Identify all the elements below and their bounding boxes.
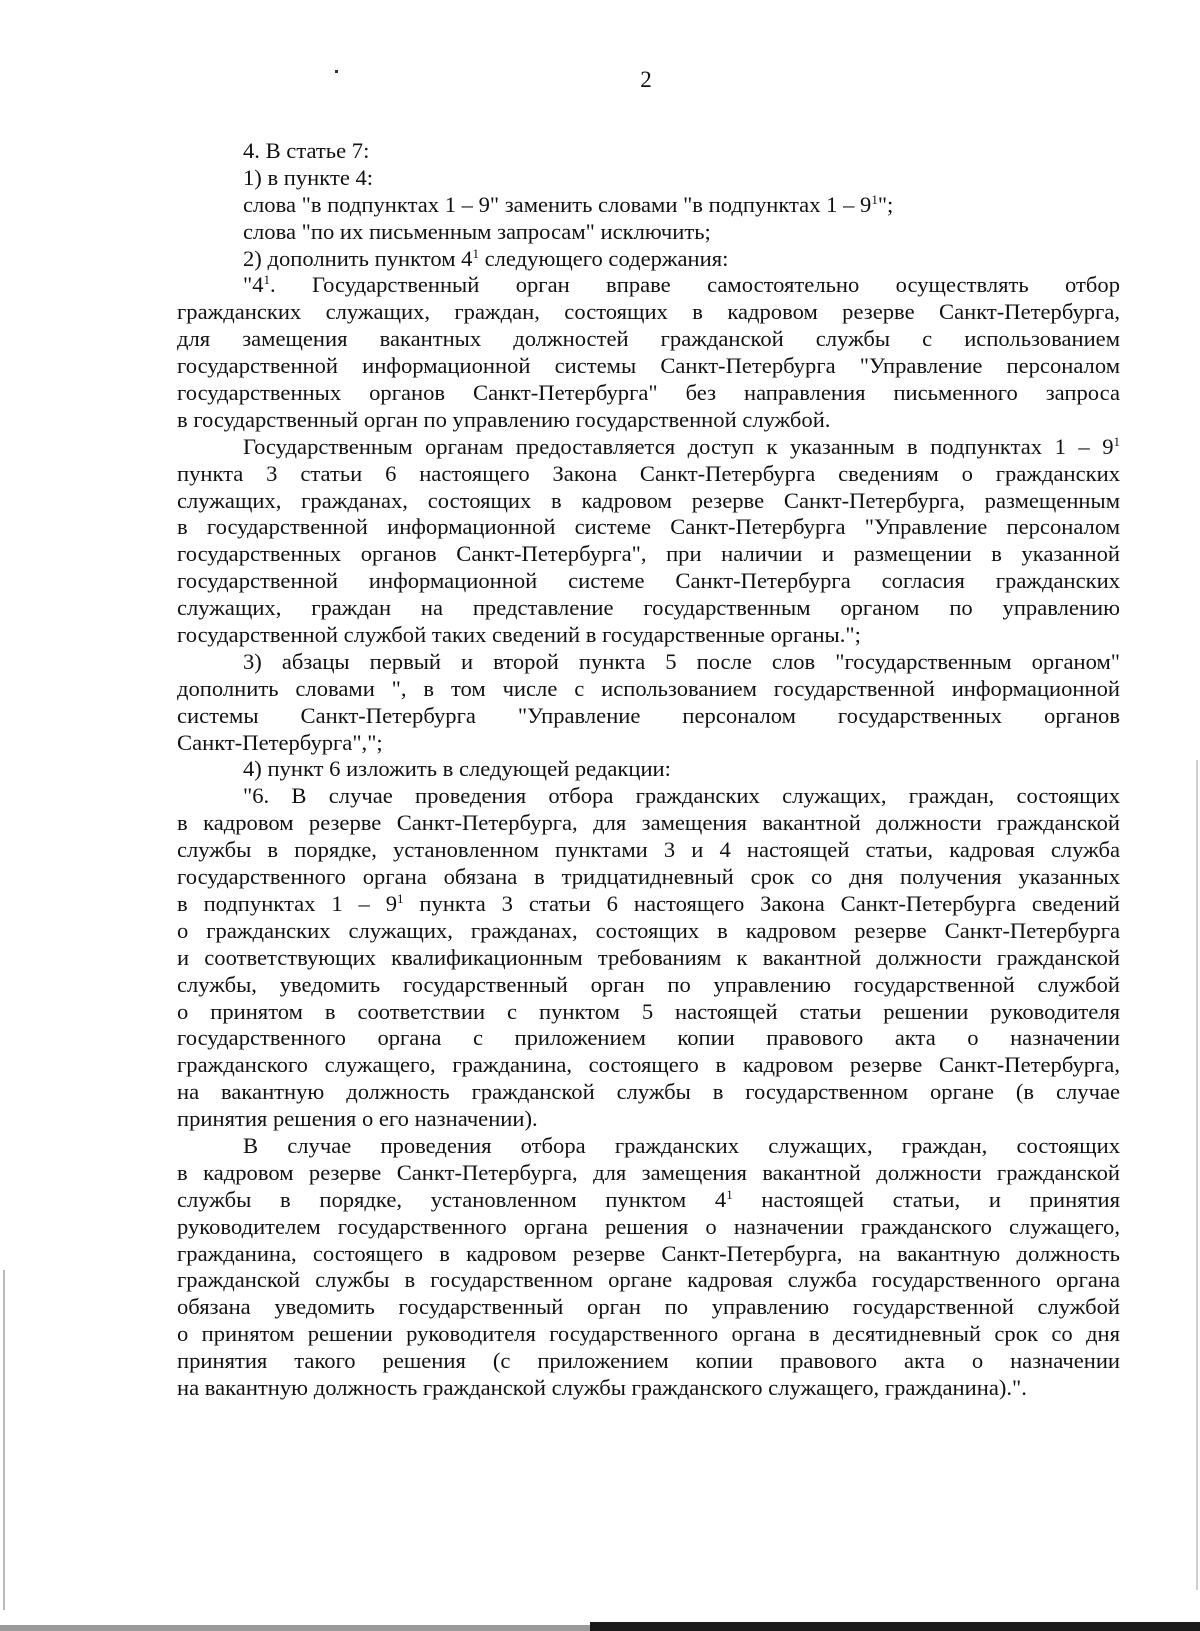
text-line: Санкт-Петербурга",";	[177, 729, 383, 755]
text-line: о гражданских служащих, гражданах, состоящих в кадровом резерве Санкт-Петербурга	[177, 917, 1120, 943]
text-line: и соответствующих квалификационным требованиям к вакантной должности гражданской	[177, 944, 1120, 970]
text-line: системы Санкт-Петербурга "Управление персоналом государственных органов	[177, 702, 1120, 728]
paragraph-p6	[177, 272, 1120, 433]
text-line: гражданской службы в государственном органе кадровая служба государственного органа	[177, 1267, 1120, 1293]
text-line: 2) дополнить пунктом $4^1$ следующего содержания:	[243, 245, 729, 271]
text-line: гражданских служащих, граждан, состоящих в кадровом резерве Санкт-Петербурга,	[177, 299, 1120, 325]
paragraph-p4	[177, 219, 1120, 246]
text-line: слова "по их письменным запросам" исключить;	[243, 218, 711, 244]
paragraph-p7	[177, 434, 1120, 649]
text-line: 1) в пункте 4:	[243, 164, 374, 190]
paragraph-p1	[177, 138, 1120, 165]
text-line: на вакантную должность гражданской службы гражданского служащего, гражданина).".	[177, 1374, 1027, 1400]
text-line: "$4^1$. Государственный орган вправе самостоятельно осуществлять отбор	[243, 272, 1120, 298]
text-line: руководителем государственного органа решения о назначении гражданского служащего,	[177, 1213, 1120, 1239]
text-line: для замещения вакантных должностей гражданской службы с использованием	[177, 326, 1120, 352]
text-line: в государственный орган по управлению государственной службой.	[177, 406, 831, 432]
text-line: в государственной информационной системе Санкт-Петербурга "Управление персоналом	[177, 514, 1120, 540]
text-line: пункта 3 статьи 6 настоящего Закона Санкт-Петербурга сведениям о гражданских	[177, 460, 1120, 486]
text-line: гражданина, состоящего в кадровом резерве Санкт-Петербурга, на вакантную должность	[177, 1240, 1120, 1266]
paragraph-p5	[177, 246, 1120, 273]
text-line: 4. В статье 7:	[243, 138, 370, 163]
text-line: принятия решения о его назначении).	[177, 1106, 538, 1132]
text-line: службы в порядке, установленном пунктом $4^1$ настоящей статьи, и принятия	[177, 1186, 1120, 1212]
text-line: дополнить словами ", в том числе с использованием государственной информационной	[177, 675, 1120, 701]
paragraph-p8	[177, 649, 1120, 757]
text-line: на вакантную должность гражданской службы в государственном органе (в случае	[177, 1079, 1120, 1105]
text-line: государственных органов Санкт-Петербурга" без направления письменного запроса	[177, 380, 1120, 406]
paragraph-p10	[177, 783, 1120, 1133]
text-line: обязана уведомить государственный орган по управлению государственной службой	[177, 1294, 1120, 1320]
text-line: службы в порядке, установленном пунктами 3 и 4 настоящей статьи, кадровая служба	[177, 837, 1120, 863]
document-body	[177, 138, 1120, 1402]
paragraph-p11	[177, 1133, 1120, 1402]
text-line: государственной информационной системы Санкт-Петербурга "Управление персоналом	[177, 353, 1120, 379]
text-line: "6. В случае проведения отбора гражданских служащих, граждан, состоящих	[243, 783, 1120, 809]
text-line: государственного органа с приложением копии правового акта о назначении	[177, 1025, 1120, 1051]
page-number: 2	[640, 67, 652, 92]
text-line: служащих, граждан на представление государственным органом по управлению	[177, 595, 1120, 621]
text-line: В случае проведения отбора гражданских служащих, граждан, состоящих	[243, 1132, 1120, 1158]
text-line: в кадровом резерве Санкт-Петербурга, для замещения вакантной должности гражданской	[177, 810, 1120, 836]
scan-edge-bottom-left	[0, 1625, 590, 1631]
text-line: в кадровом резерве Санкт-Петербурга, для замещения вакантной должности гражданской	[177, 1159, 1120, 1185]
text-line: служащих, гражданах, состоящих в кадровом резерве Санкт-Петербурга, размещенным	[177, 487, 1120, 513]
text-line: 3) абзацы первый и второй пункта 5 после слов "государственным органом"	[243, 648, 1120, 674]
paragraph-p3	[177, 192, 1120, 219]
text-line: принятия такого решения (с приложением копии правового акта о назначении	[177, 1348, 1120, 1374]
paragraph-p2	[177, 165, 1120, 192]
text-line: Государственным органам предоставляется доступ к указанным в подпунктах $1 - 9^1$	[243, 433, 1120, 459]
text-line: государственного органа обязана в тридцатидневный срок со дня получения указанных	[177, 864, 1120, 890]
scan-edge-left	[3, 1270, 5, 1610]
scan-edge-bottom	[590, 1622, 1200, 1631]
text-line: 4) пункт 6 изложить в следующей редакции:	[243, 756, 671, 782]
text-line: службы, уведомить государственный орган по управлению государственной службой	[177, 971, 1120, 997]
text-line: государственной информационной системе Санкт-Петербурга согласия гражданских	[177, 568, 1120, 594]
text-line: в подпунктах $1 - 9^1$ пункта 3 статьи 6 настоящего Закона Санкт-Петербурга сведений	[177, 890, 1120, 916]
scan-edge-right	[1196, 760, 1198, 1590]
text-line: гражданского служащего, гражданина, состоящего в кадровом резерве Санкт-Петербурга,	[177, 1052, 1120, 1078]
paragraph-p9	[177, 756, 1120, 783]
text-line: слова "в подпунктах 1 – 9" заменить словами "в подпунктах $1 - 9^1$";	[243, 191, 894, 217]
text-line: государственной службой таких сведений в государственные органы.";	[177, 622, 861, 648]
text-line: о принятом в соответствии с пунктом 5 настоящей статьи решении руководителя	[177, 998, 1120, 1024]
text-line: государственных органов Санкт-Петербурга", при наличии и размещении в указанной	[177, 541, 1120, 567]
text-line: о принятом решении руководителя государственного органа в десятидневный срок со дня	[177, 1321, 1120, 1347]
